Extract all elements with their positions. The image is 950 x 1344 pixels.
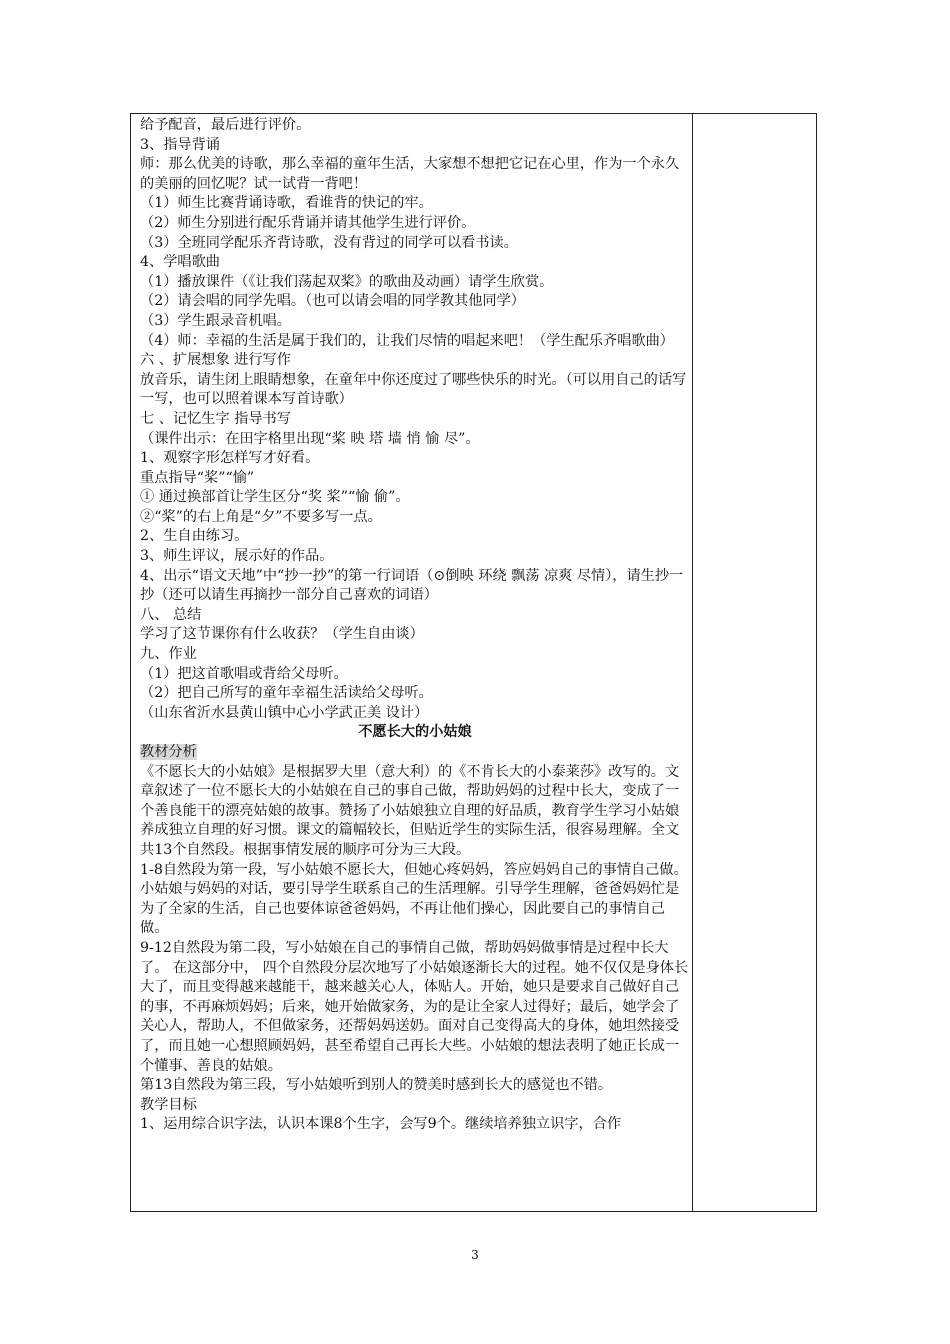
text-line: （3）学生跟录音机唱。 <box>140 312 291 329</box>
text-line: （4）师：幸福的生活是属于我们的，让我们尽情的唱起来吧！（学生配乐齐唱歌曲） <box>140 332 674 349</box>
text-line: 给予配音，最后进行评价。 <box>140 117 311 133</box>
text-line: （2）师生分别进行配乐背诵并请其他学生进行评价。 <box>140 214 476 231</box>
text-line: 3、指导背诵 <box>140 136 220 153</box>
text-line: （山东省沂水县黄山镇中心小学武正美 设计） <box>140 704 429 721</box>
lesson-title: 不愿长大的小姑娘 <box>358 724 472 741</box>
text-line: 2、生自由练习。 <box>140 528 249 545</box>
page-number: 3 <box>471 1248 479 1262</box>
goals-heading: 教学目标 <box>140 1096 197 1113</box>
analysis-paragraph: 《不愿长大的小姑娘》是根据罗大里（意大利）的《不肯长大的小泰莱莎》改写的。文章叙述了一位不愿长大的小姑娘在自己的事自己做，帮助妈妈的过程中长大，变成了一个善良能干的漂亮姑娘的故事。赞扬了小姑娘独立自理的好品质，教育学生学习小姑娘养成独立自理的好习惯。课文的篇幅较长，但贴近学生的实际生活，很容易理解。全文共13个自然段。根据事情发展的顺序可分为三大段。 <box>140 763 680 858</box>
text-line: ②“桨”的右上角是“夕”不要多写一点。 <box>140 508 382 525</box>
text-line: （1）把这首歌唱或背给父母听。 <box>140 665 348 682</box>
text-line: 八、 总结 <box>140 606 202 623</box>
goals-line: 1、运用综合识字法，认识本课8个生字，会写9个。继续培养独立识字，合作 <box>140 1116 622 1133</box>
analysis-paragraph: 1-8自然段为第一段，写小姑娘不愿长大，但她心疼妈妈，答应妈妈自己的事情自己做。小姑娘与妈妈的对话，要引导学生联系自己的生活理解。引导学生理解，爸爸妈妈忙是为了全家的生活，自己也要体谅爸爸妈妈，不再让他们操心，因此要自己的事情自己做。 <box>140 861 688 937</box>
text-line: 六 、扩展想象 进行写作 <box>140 352 291 369</box>
text-line: 4、学唱歌曲 <box>140 254 220 271</box>
analysis-paragraph: 9-12自然段为第二段，写小姑娘在自己的事情自己做，帮助妈妈做事情是过程中长大了。 在这部分中， 四个自然段分层次地写了小姑娘逐渐长大的过程。她不仅仅是身体长大了，而且变得越来越能干，越来越关心人，体贴人。开始，她只是要求自己做好自己的事，不再麻烦妈妈；后来，她开始做家务，为的是让全家人过得好；最后，她学会了关心人，帮助人，不但做家务，还帮妈妈送奶。面对自己变得高大的身体，她坦然接受了，而且她一心想照顾妈妈，甚至希望自己再长大些。小姑娘的想法表明了她正长成一个懂事、善良的姑娘。 <box>140 939 689 1074</box>
column-divider <box>692 114 693 1211</box>
text-line: （课件出示：在田字格里出现“桨 映 塔 墙 悄 愉 尽”。 <box>140 430 480 447</box>
text-line: （2）请会唱的同学先唱。（也可以请会唱的同学教其他同学） <box>140 293 525 310</box>
text-line: 4、出示“语文天地”中“抄一抄”的第一行词语（⊙倒映 环绕 飘荡 凉爽 尽情），请生抄一抄（还可以请生再摘抄一部分自己喜欢的词语） <box>140 567 684 604</box>
text-line: 师：那么优美的诗歌，那么幸福的童年生活，大家想不想把它记在心里，作为一个永久的美丽的回忆呢？试一试背一背吧！ <box>140 156 680 192</box>
analysis-paragraph: 第13自然段为第三段，写小姑娘听到别人的赞美时感到长大的感觉也不错。 <box>140 1077 613 1094</box>
analysis-heading: 教材分析 <box>140 744 197 760</box>
text-line: 重点指导“桨”“愉” <box>140 469 255 486</box>
text-line: （2）把自己所写的童年幸福生活读给父母听。 <box>140 685 433 702</box>
text-line: 放音乐，请生闭上眼睛想象，在童年中你还度过了哪些快乐的时光。（可以用自己的话写一写，也可以照着课本写首诗歌） <box>140 371 687 408</box>
text-line: 学习了这节课你有什么收获？（学生自由谈） <box>140 626 424 643</box>
text-line: 1、观察字形怎样写才好看。 <box>140 450 320 467</box>
text-line: （3）全班同学配乐齐背诗歌，没有背过的同学可以看书读。 <box>140 234 518 251</box>
text-line: （1）播放课件（《让我们荡起双桨》的歌曲及动画）请学生欣赏。 <box>140 273 554 290</box>
text-line: 七 、记忆生字 指导书写 <box>140 410 291 427</box>
lesson-content <box>140 116 690 1135</box>
text-line: ① 通过换部首让学生区分“奖 桨”“愉 偷”。 <box>140 489 410 506</box>
text-line: 九、作业 <box>140 646 197 663</box>
text-line: 3、师生评议，展示好的作品。 <box>140 548 334 565</box>
lesson-table <box>130 113 817 1212</box>
text-line: （1）师生比赛背诵诗歌，看谁背的快记的牢。 <box>140 195 433 212</box>
